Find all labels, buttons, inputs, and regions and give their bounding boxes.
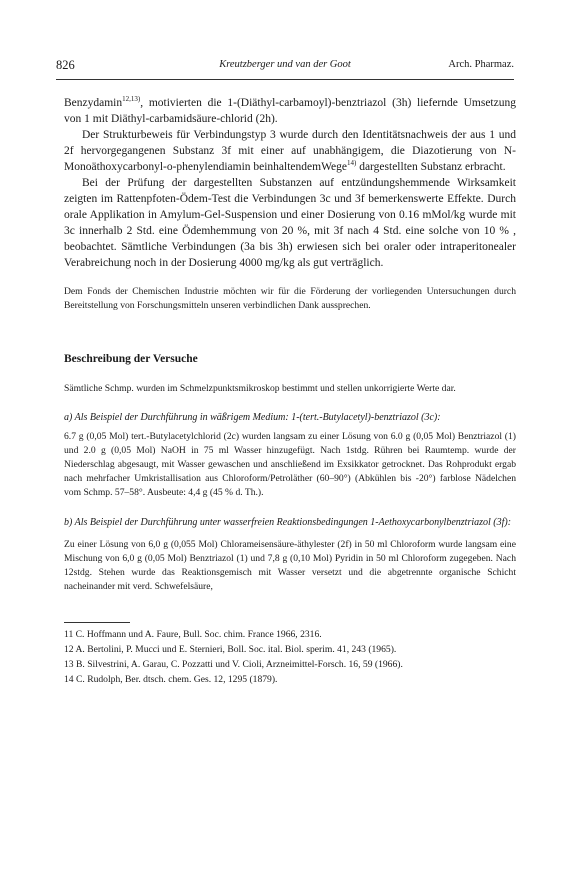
journal-name: Arch. Pharmaz. bbox=[448, 59, 514, 70]
header-rule bbox=[56, 79, 514, 80]
footnote-14: 14 C. Rudolph, Ber. dtsch. chem. Ges. 12, 1295 (1879). bbox=[64, 674, 278, 685]
section-heading: Beschreibung der Versuche bbox=[64, 353, 198, 365]
general-note: Sämtliche Schmp. wurden im Schmelzpunktsmikroskop bestimmt und stellen unkorrigierte Werte dar. bbox=[64, 383, 456, 394]
running-title: Kreutzberger und van der Goot bbox=[219, 59, 351, 70]
page-number: 826 bbox=[56, 58, 75, 72]
procedure-a-title: a) Als Beispiel der Durchführung in wäßrigem Medium: 1-(tert.-Butylacetyl)-benztriazol (3c): bbox=[64, 412, 441, 423]
footnote-12: 12 A. Bertolini, P. Mucci und E. Sternieri, Boll. Soc. ital. Biol. sperim. 41, 243 (1965). bbox=[64, 644, 397, 655]
procedure-b-text: Zu einer Lösung von 6,0 g (0,055 Mol) Chlorameisensäure-äthylester (2f) in 50 ml Chloroform wurde langsam eine Mischung von 6,0 g (0,05 Mol) Benztriazol (1) und 7,8 g (0,10 Mol) Pyridin in 50 ml Chloroform zugegeben. Nach 12stdg. Stehen wurde das Reaktionsgemisch mit Wasser versetzt und die abgetrennte organische Schicht nacheinander mit verd. Schwefelsäure, bbox=[64, 539, 516, 592]
body-text bbox=[64, 95, 516, 687]
intro-paragraph-2: Der Strukturbeweis für Verbindungstyp 3 wurde durch den Identitätsnachweis der aus 1 und 2f hervorgegangenen Substanz 3f mit einer auf unabhängigem, die Diazotierung von N-Monoäthoxycarbonyl-o-phenylendiamin beinhaltendemWege$^{14)}$ dargestellten Substanz erbracht. bbox=[64, 129, 516, 173]
footnote-rule bbox=[64, 622, 130, 623]
footnotes bbox=[64, 627, 516, 687]
footnote-13: 13 B. Silvestrini, A. Garau, C. Pozzatti und V. Cioli, Arzneimittel-Forsch. 16, 59 (1966). bbox=[64, 659, 403, 670]
intro-paragraph-3: Bei der Prüfung der dargestellten Substanzen auf entzündungshemmende Wirksamkeit zeigten im Rattenpfoten-Ödem-Test die Verbindungen 3c und 3f bemerkenswerte Effekte. Durch orale Applikation in Amylum-Gel-Suspension und einer Dosierung von 0.16 mMol/kg wurde mit 3c innerhalb 2 Std. eine Ödemhemmung von 20 %, mit 3f nach 4 Std. eine solche von 10 % , beobachtet. Sämtliche Verbindungen (3a bis 3h) erwiesen sich bei oraler oder intraperitonealer Verabreichung noch in der Dosierung 4000 mg/kg als gut verträglich. bbox=[64, 177, 516, 269]
acknowledgement: Dem Fonds der Chemischen Industrie möchten wir für die Förderung der vorliegenden Untersuchungen durch Bereitstellung von Forschungsmitteln unseren verbindlichen Dank aussprechen. bbox=[64, 286, 516, 311]
procedure-b-title: b) Als Beispiel der Durchführung unter wasserfreien Reaktionsbedingungen 1-Aethoxycarbonylbenztriazol (3f): bbox=[64, 517, 512, 528]
intro-paragraph-1: Benzydamin$^{12,13)}$, motivierten die 1-(Diäthyl-carbamoyl)-benztriazol (3h) liefernde Umsetzung von 1 mit Diäthyl-carbamidsäure-chlorid (2h). bbox=[64, 95, 516, 125]
running-header bbox=[56, 58, 514, 74]
procedure-a-text: 6.7 g (0,05 Mol) tert.-Butylacetylchlorid (2c) wurden langsam zu einer Lösung von 6.0 g (0,05 Mol) Benztriazol (1) und 2.0 g (0,05 Mol) NaOH in 75 ml Wasser hinzugefügt. Nach 1stdg. Rühren bei Raumtemp. wurde der Niederschlag abgesaugt, mit Wasser gewaschen und anschließend im Exsikkator getrocknet. Das Rohprodukt ergab nach mehrfacher Umkristallisation aus Chloroform/Petroläther (60–90°) (Abkühlen bis -20°) farblose Nädelchen vom Schmp. 57–58°. Ausbeute: 4,4 g (45 % d. Th.). bbox=[64, 431, 516, 498]
footnote-11: 11 C. Hoffmann und A. Faure, Bull. Soc. chim. France 1966, 2316. bbox=[64, 629, 322, 640]
